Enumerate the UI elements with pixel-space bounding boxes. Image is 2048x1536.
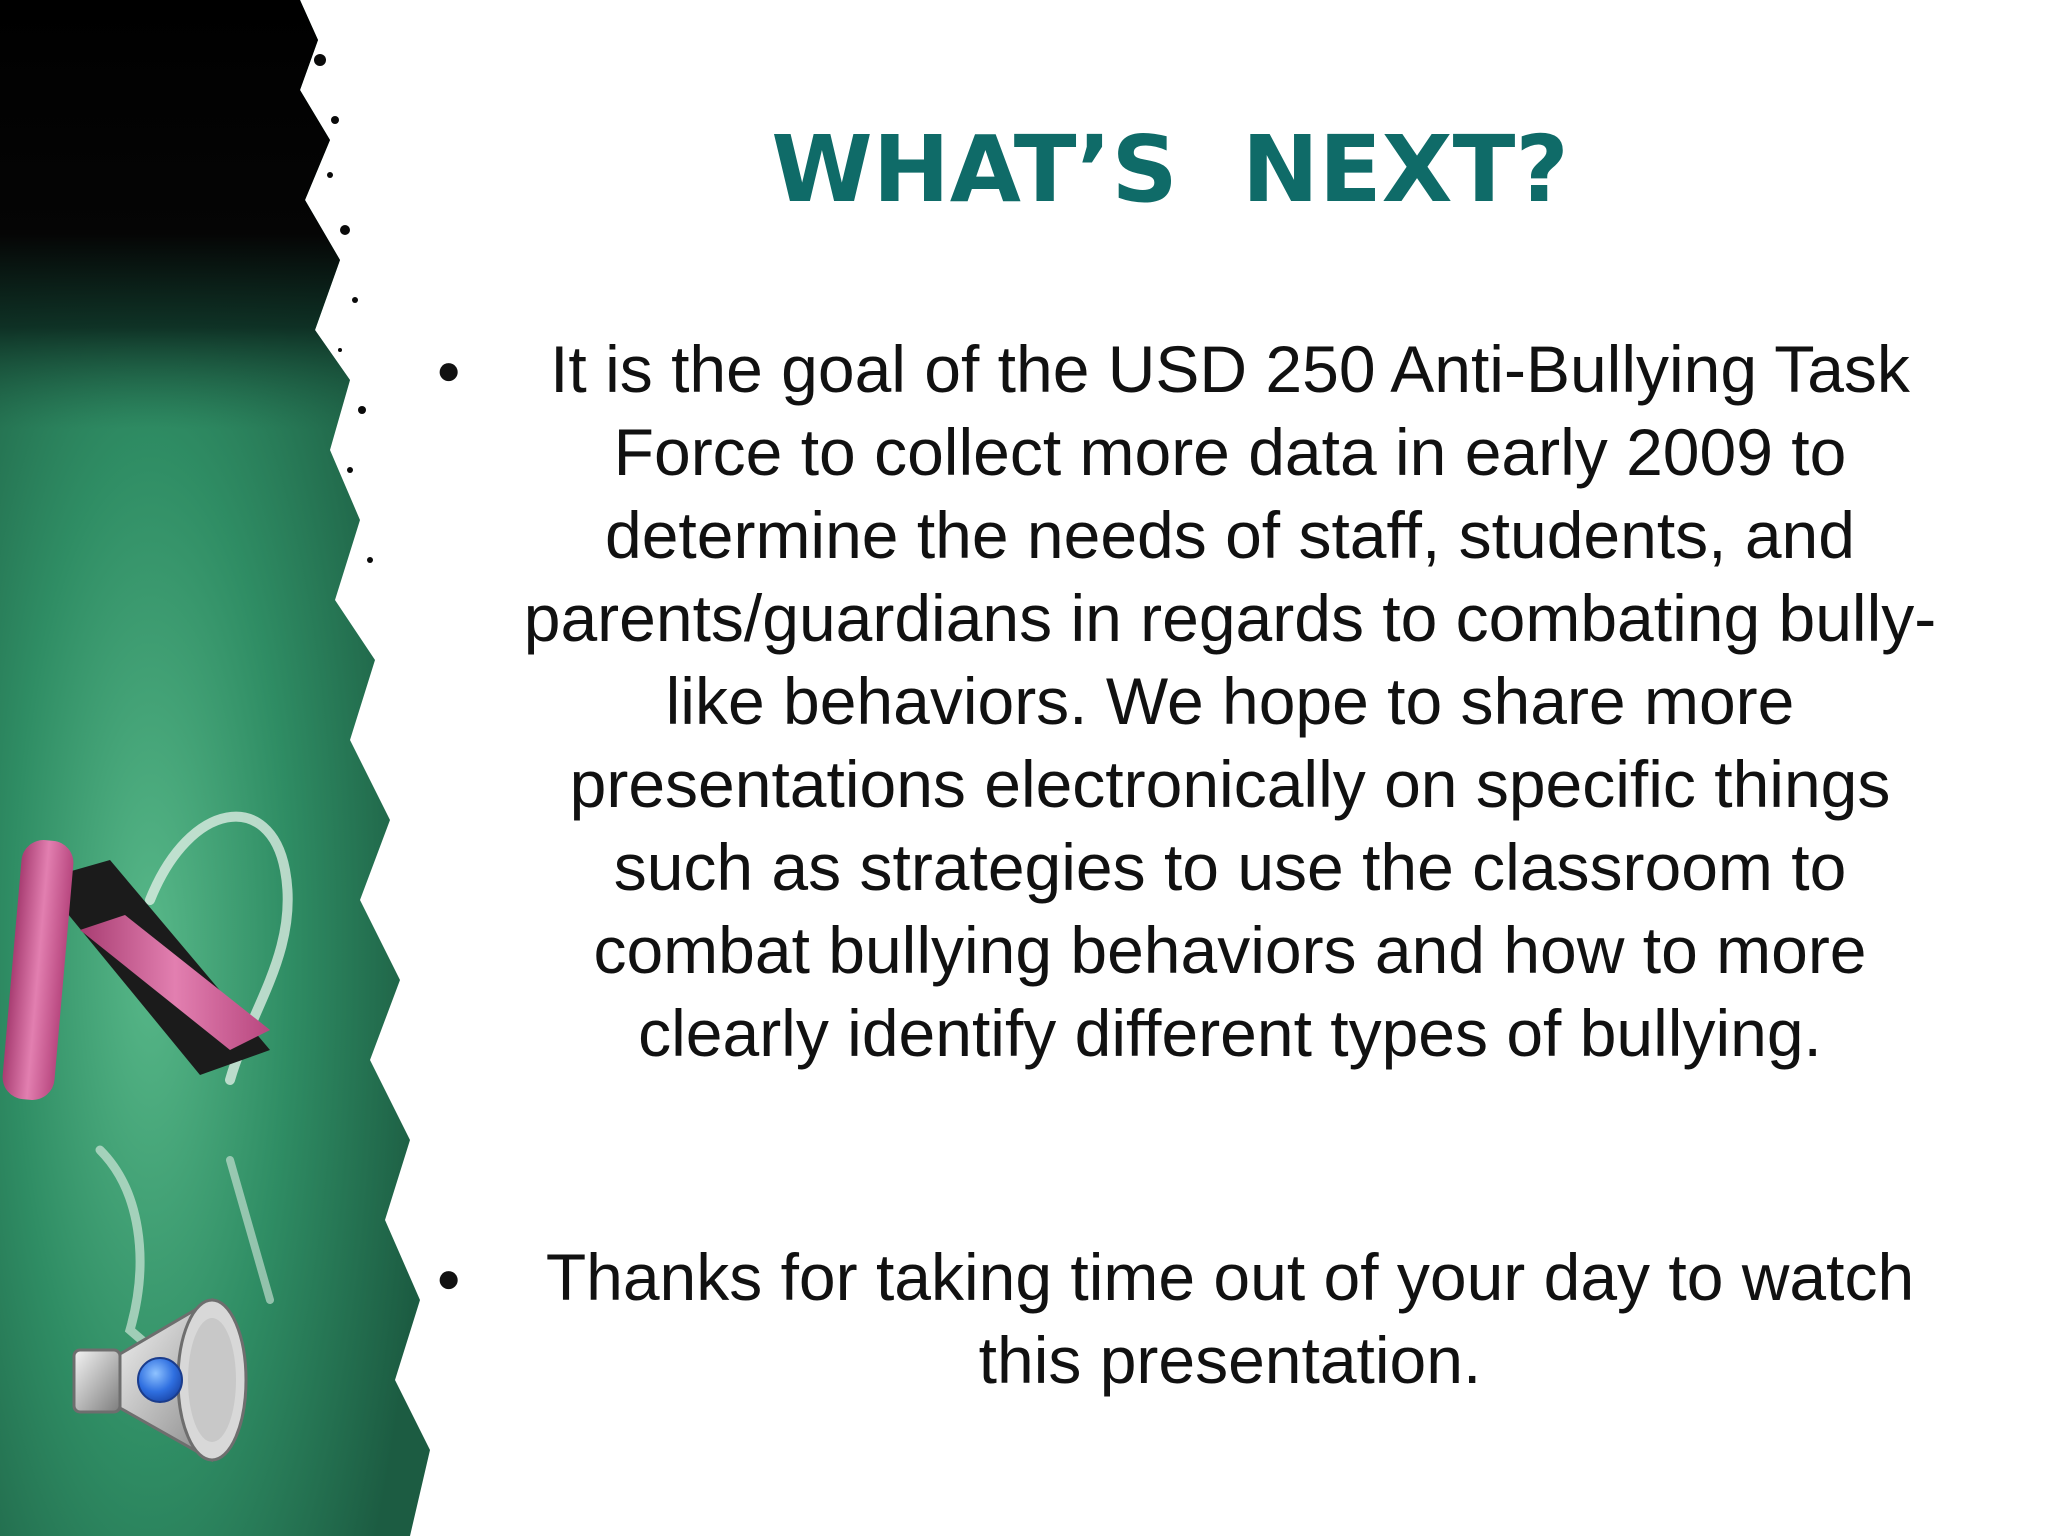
- slide-title: WHAT’S NEXT?: [771, 116, 1569, 223]
- speaker-icon[interactable]: [62, 1290, 262, 1470]
- bullet-dot-icon: ●: [436, 1254, 462, 1301]
- bullet-dot-icon: ●: [436, 346, 462, 393]
- bullet-item: [420, 1236, 1980, 1402]
- bullet-item: [420, 328, 1980, 1075]
- bullet-text: Thanks for taking time out of your day to watch this presentation.: [545, 1240, 1915, 1397]
- bullet-text: It is the goal of the USD 250 Anti-Bullying Task Force to collect more data in early 2009 to determine the needs of staff, students, and parents/guardians in regards to combating bully-like behaviors. We hope to share more presentations electronically on specific things such as strategies to use the classroom to combat bullying behaviors and how to more clearly identify different types of bullying.: [523, 332, 1937, 1070]
